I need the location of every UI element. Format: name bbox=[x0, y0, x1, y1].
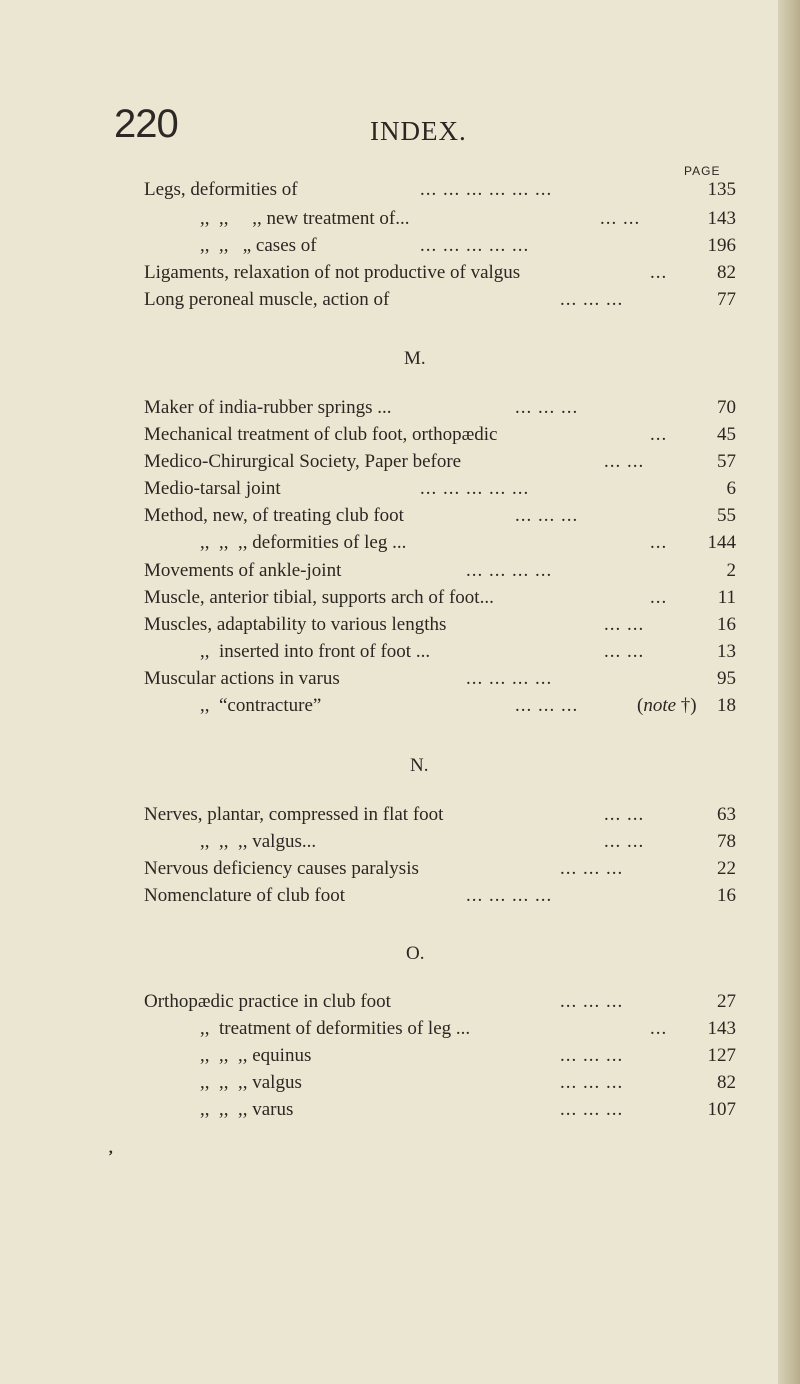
section-letter-o: O. bbox=[406, 943, 425, 964]
index-entry: ,, inserted into front of foot ... ... ... 13 bbox=[200, 641, 736, 662]
index-entry: Ligaments, relaxation of not productive of valgus ... 82 bbox=[144, 262, 736, 283]
page-column-label: PAGE bbox=[684, 164, 721, 178]
index-entry: Nerves, plantar, compressed in flat foot ... ... 63 bbox=[144, 804, 736, 825]
running-head-title: INDEX. bbox=[370, 116, 467, 146]
index-entry: ,, ,, ,, new treatment of... ... ... 143 bbox=[200, 208, 736, 229]
index-entry: Long peroneal muscle, action of ... ... ... 77 bbox=[144, 289, 736, 310]
index-entry: Nomenclature of club foot ... ... ... ... 16 bbox=[144, 885, 736, 906]
index-entry: Medico-Chirurgical Society, Paper before ... ... 57 bbox=[144, 451, 736, 472]
index-entry: ,, “contracture” ... ... ... (note †) 18 bbox=[0, 692, 800, 720]
section-letter-n: N. bbox=[410, 755, 429, 776]
index-entry: ,, treatment of deformities of leg ... ... 143 bbox=[200, 1018, 736, 1039]
index-entry: Medio-tarsal joint ... ... ... ... ... 6 bbox=[144, 478, 736, 499]
index-entry: ,, ,, ,, valgus... ... ... 78 bbox=[200, 831, 736, 852]
index-entry: Method, new, of treating club foot ... ... ... 55 bbox=[144, 505, 736, 526]
section-letter-m: M. bbox=[404, 348, 426, 369]
index-entry: ,, ,, ,, varus ... ... ... 107 bbox=[200, 1099, 736, 1120]
index-entry: Muscular actions in varus ... ... ... ... 95 bbox=[144, 668, 736, 689]
index-entry: Maker of india-rubber springs ... ... ... ... 70 bbox=[144, 397, 736, 418]
index-entry: Muscles, adaptability to various lengths ... ... 16 bbox=[144, 614, 736, 635]
index-entry: Mechanical treatment of club foot, orthopædic ... 45 bbox=[144, 424, 736, 445]
index-entry: ,, ,, ,, equinus ... ... ... 127 bbox=[200, 1045, 736, 1066]
footnote-reference: (note †) bbox=[637, 695, 697, 716]
index-entry: Orthopædic practice in club foot ... ... ... 27 bbox=[144, 991, 736, 1012]
index-entry: Muscle, anterior tibial, supports arch of foot... ... 11 bbox=[144, 587, 736, 608]
index-entry: Movements of ankle-joint ... ... ... ... 2 bbox=[144, 560, 736, 581]
index-entry: ,, ,, ,, valgus ... ... ... 82 bbox=[200, 1072, 736, 1093]
ink-mark: ’ bbox=[108, 1148, 114, 1165]
index-entry: ,, ,, ,, deformities of leg ... ... 144 bbox=[200, 532, 736, 553]
index-entry: Nervous deficiency causes paralysis ... ... ... 22 bbox=[144, 858, 736, 879]
index-entry: Legs, deformities of ... ... ... ... ... ... 135 bbox=[144, 179, 736, 200]
page-number: 220 bbox=[114, 102, 178, 146]
index-entry: ,, ,, „ cases of ... ... ... ... ... 196 bbox=[200, 235, 736, 256]
